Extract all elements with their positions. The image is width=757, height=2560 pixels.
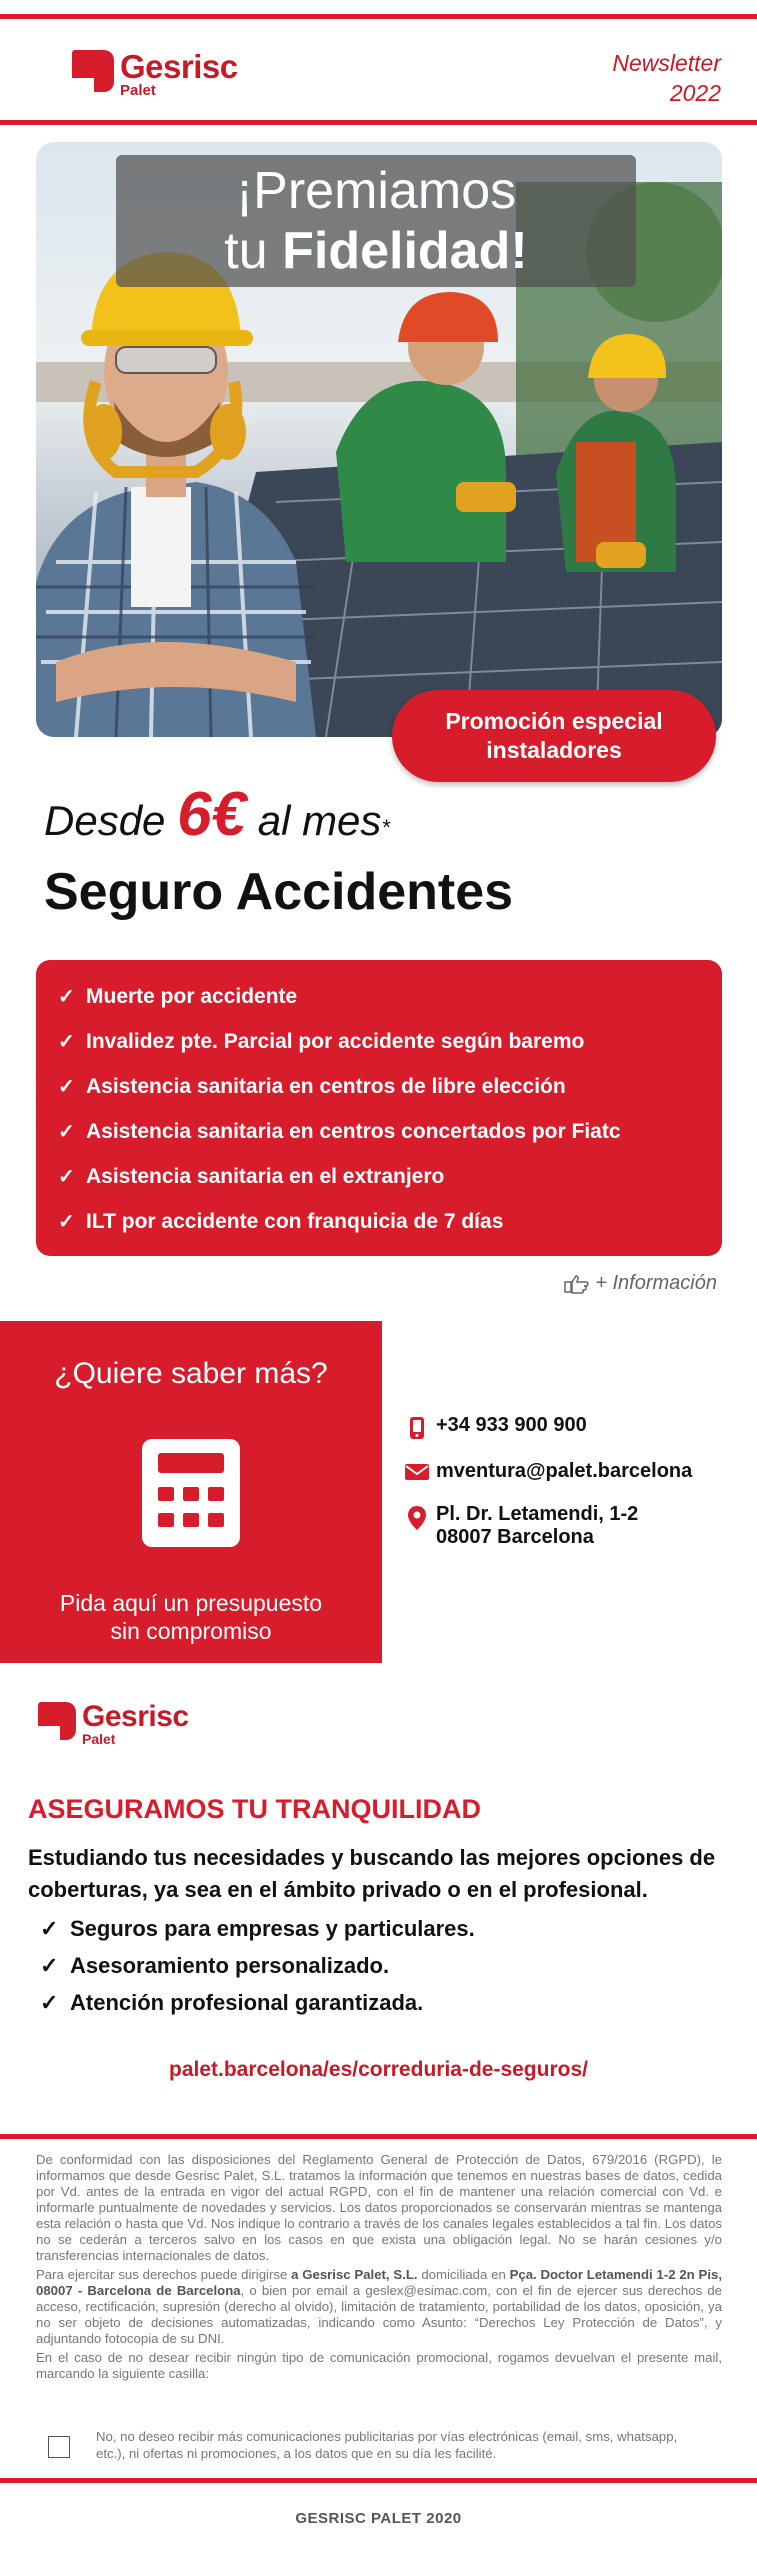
check-icon: ✓	[58, 1121, 75, 1143]
quote-cta[interactable]	[0, 1589, 382, 1645]
quote-cta-line2: sin compromiso	[110, 1618, 272, 1644]
legal-divider	[0, 2134, 757, 2139]
promo-line1: Promoción especial	[445, 708, 663, 734]
hero-title-prefix: tu	[224, 222, 283, 280]
hero-title-line2	[116, 221, 636, 281]
coverage-item-label: ILT por accidente con franquicia de 7 días	[86, 1209, 504, 1233]
legal-p2-a: Para ejercitar sus derechos puede dirigirse	[36, 2267, 292, 2282]
newsletter-title: Newsletter	[612, 50, 721, 76]
optout-row	[48, 2428, 708, 2462]
pointing-hand-icon	[563, 1274, 589, 1294]
check-icon: ✓	[58, 1211, 75, 1233]
legal-notice	[36, 2152, 722, 2385]
phone-icon	[398, 1414, 436, 1440]
product-title: Seguro Accidentes	[44, 863, 514, 921]
check-icon: ✓	[40, 1989, 59, 2015]
legal-p2-d: Pça. Doctor Letamendi 1-2 2n Pis, 08007 - Barcelona de Barcelona	[36, 2267, 722, 2298]
contact-email[interactable]	[398, 1460, 692, 1483]
map-pin-icon	[398, 1503, 436, 1531]
logo-brand: Gesrisc	[120, 48, 238, 85]
envelope-icon	[398, 1460, 436, 1482]
price-prefix: Desde	[44, 797, 178, 844]
footer-text: GESRISC PALET 2020	[295, 2510, 462, 2527]
website-link[interactable]: palet.barcelona/es/correduria-de-seguros/	[169, 2058, 588, 2081]
contact-address[interactable]	[398, 1503, 692, 1549]
quote-request-card[interactable]	[0, 1321, 382, 1663]
list-item	[40, 1910, 475, 1947]
coverage-item	[58, 1154, 722, 1199]
hero-title	[116, 155, 636, 287]
optout-label: No, no deseo recibir más comunicaciones publicitarias por vías electrónicas (email, sms, whatsapp, etc.), ni ofertas ni promociones, a los datos que en su día les facilité.	[96, 2429, 678, 2461]
check-icon: ✓	[58, 1031, 75, 1053]
email-address: mventura@palet.barcelona	[436, 1460, 693, 1482]
coverage-item	[58, 1064, 722, 1109]
quote-cta-line1: Pida aquí un presupuesto	[59, 1590, 323, 1616]
hero-title-line1: ¡Premiamos	[235, 162, 517, 220]
coverage-item	[58, 974, 722, 1019]
optout-checkbox[interactable]	[48, 2436, 70, 2458]
more-info-label: + Información	[595, 1272, 717, 1294]
more-info-link[interactable]	[563, 1272, 717, 1295]
promo-button[interactable]	[392, 690, 716, 782]
list-item-label: Atención profesional garantizada.	[70, 1989, 424, 2015]
price-line	[44, 780, 513, 858]
contact-question: ¿Quiere saber más?	[54, 1357, 328, 1390]
price-asterisk: *	[381, 815, 390, 840]
price-block	[44, 780, 514, 924]
legal-p2-c: domiciliada en	[417, 2267, 510, 2282]
price-amount: 6€	[177, 780, 247, 849]
hero-image[interactable]	[36, 142, 722, 737]
coverage-item-label: Muerte por accidente	[86, 984, 298, 1008]
list-item	[40, 1984, 475, 2021]
coverage-item-label: Invalidez pte. Parcial por accidente según baremo	[86, 1029, 585, 1053]
header-divider	[0, 120, 757, 125]
contact-phone[interactable]	[398, 1414, 692, 1440]
newsletter-year: 2022	[669, 80, 721, 106]
address-line1: Pl. Dr. Letamendi, 1-2	[436, 1503, 639, 1525]
check-icon: ✓	[40, 1952, 59, 1978]
address-line2: 08007 Barcelona	[436, 1526, 594, 1548]
coverage-list	[36, 960, 722, 1256]
check-icon: ✓	[40, 1915, 59, 1941]
list-item-label: Seguros para empresas y particulares.	[70, 1915, 475, 1941]
check-icon: ✓	[58, 1076, 75, 1098]
list-item-label: Asesoramiento personalizado.	[70, 1952, 390, 1978]
legal-p2-b: a Gesrisc Palet, S.L.	[291, 2267, 418, 2282]
about-text: Estudiando tus necesidades y buscando las mejores opciones de coberturas, ya sea en el ámbito privado o en el profesional.	[28, 1845, 716, 1902]
legal-paragraph-3: En el caso de no desear recibir ningún tipo de comunicación promocional, rogamos devuelvan el presente mail, marcando la siguiente casilla:	[36, 2350, 722, 2381]
phone-number: +34 933 900 900	[436, 1414, 587, 1436]
legal-p2-e: , o bien por email a geslex@esimac.com, con el fin de ejercer sus derechos de acceso, rectificación, supresión (derecho al olvido), limitación de tratamiento, portabilidad de los datos, oposición, ya no ser objeto de decisiones automatizadas, indicando como Asunto: “Derechos Ley Protección de Datos”, y adjuntando fotocopia de su DNI.	[36, 2283, 722, 2346]
top-divider	[0, 14, 757, 19]
promo-line2: instaladores	[486, 737, 622, 763]
logo-mark-icon	[38, 1702, 76, 1740]
contact-details	[398, 1414, 692, 1569]
gesrisc-logo[interactable]	[72, 50, 238, 98]
coverage-item-label: Asistencia sanitaria en centros de libre elección	[86, 1074, 566, 1098]
footer-divider	[0, 2478, 757, 2483]
address-text	[436, 1503, 638, 1549]
coverage-item-label: Asistencia sanitaria en centros concertados por Fiatc	[86, 1119, 621, 1143]
list-item	[40, 1947, 475, 1984]
about-list	[40, 1910, 475, 2021]
hero-title-bold: Fidelidad!	[282, 222, 528, 280]
check-icon: ✓	[58, 1166, 75, 1188]
coverage-item	[58, 1199, 722, 1244]
coverage-item	[58, 1019, 722, 1064]
legal-paragraph-1: De conformidad con las disposiciones del Reglamento General de Protección de Datos, 679/2016 (RGPD), le informamos que desde Gesrisc Palet, S.L. tratamos la información que tenemos en nuestras bases de datos, cedida por Vd. antes de la entrada en vigor del actual RGPD, con el fin de mantener una relación comercial con Vd. e informarle puntualmente de novedades y servicios. Los datos proporcionados se conservarán mientras se mantenga esta relación o hasta que Vd. Nos indique lo contrario a través de los canales legales establecidos a tal fin. Los datos no se cederán a terceros salvo en los casos en que exista una obligación legal. No se harán cesiones y/o transferencias internacionales de datos.	[36, 2152, 722, 2263]
calculator-icon	[142, 1439, 240, 1547]
logo-mark-icon	[72, 50, 114, 92]
about-title: ASEGURAMOS TU TRANQUILIDAD	[28, 1794, 481, 1824]
check-icon: ✓	[58, 986, 75, 1008]
gesrisc-logo-secondary[interactable]	[38, 1702, 189, 1747]
price-suffix: al mes	[246, 797, 382, 844]
logo-sub: Palet	[82, 1731, 116, 1747]
legal-paragraph-2	[36, 2267, 722, 2347]
newsletter-label	[612, 48, 721, 108]
logo-brand: Gesrisc	[82, 1700, 189, 1733]
coverage-item	[58, 1109, 722, 1154]
logo-sub: Palet	[120, 82, 156, 99]
coverage-item-label: Asistencia sanitaria en el extranjero	[86, 1164, 445, 1188]
